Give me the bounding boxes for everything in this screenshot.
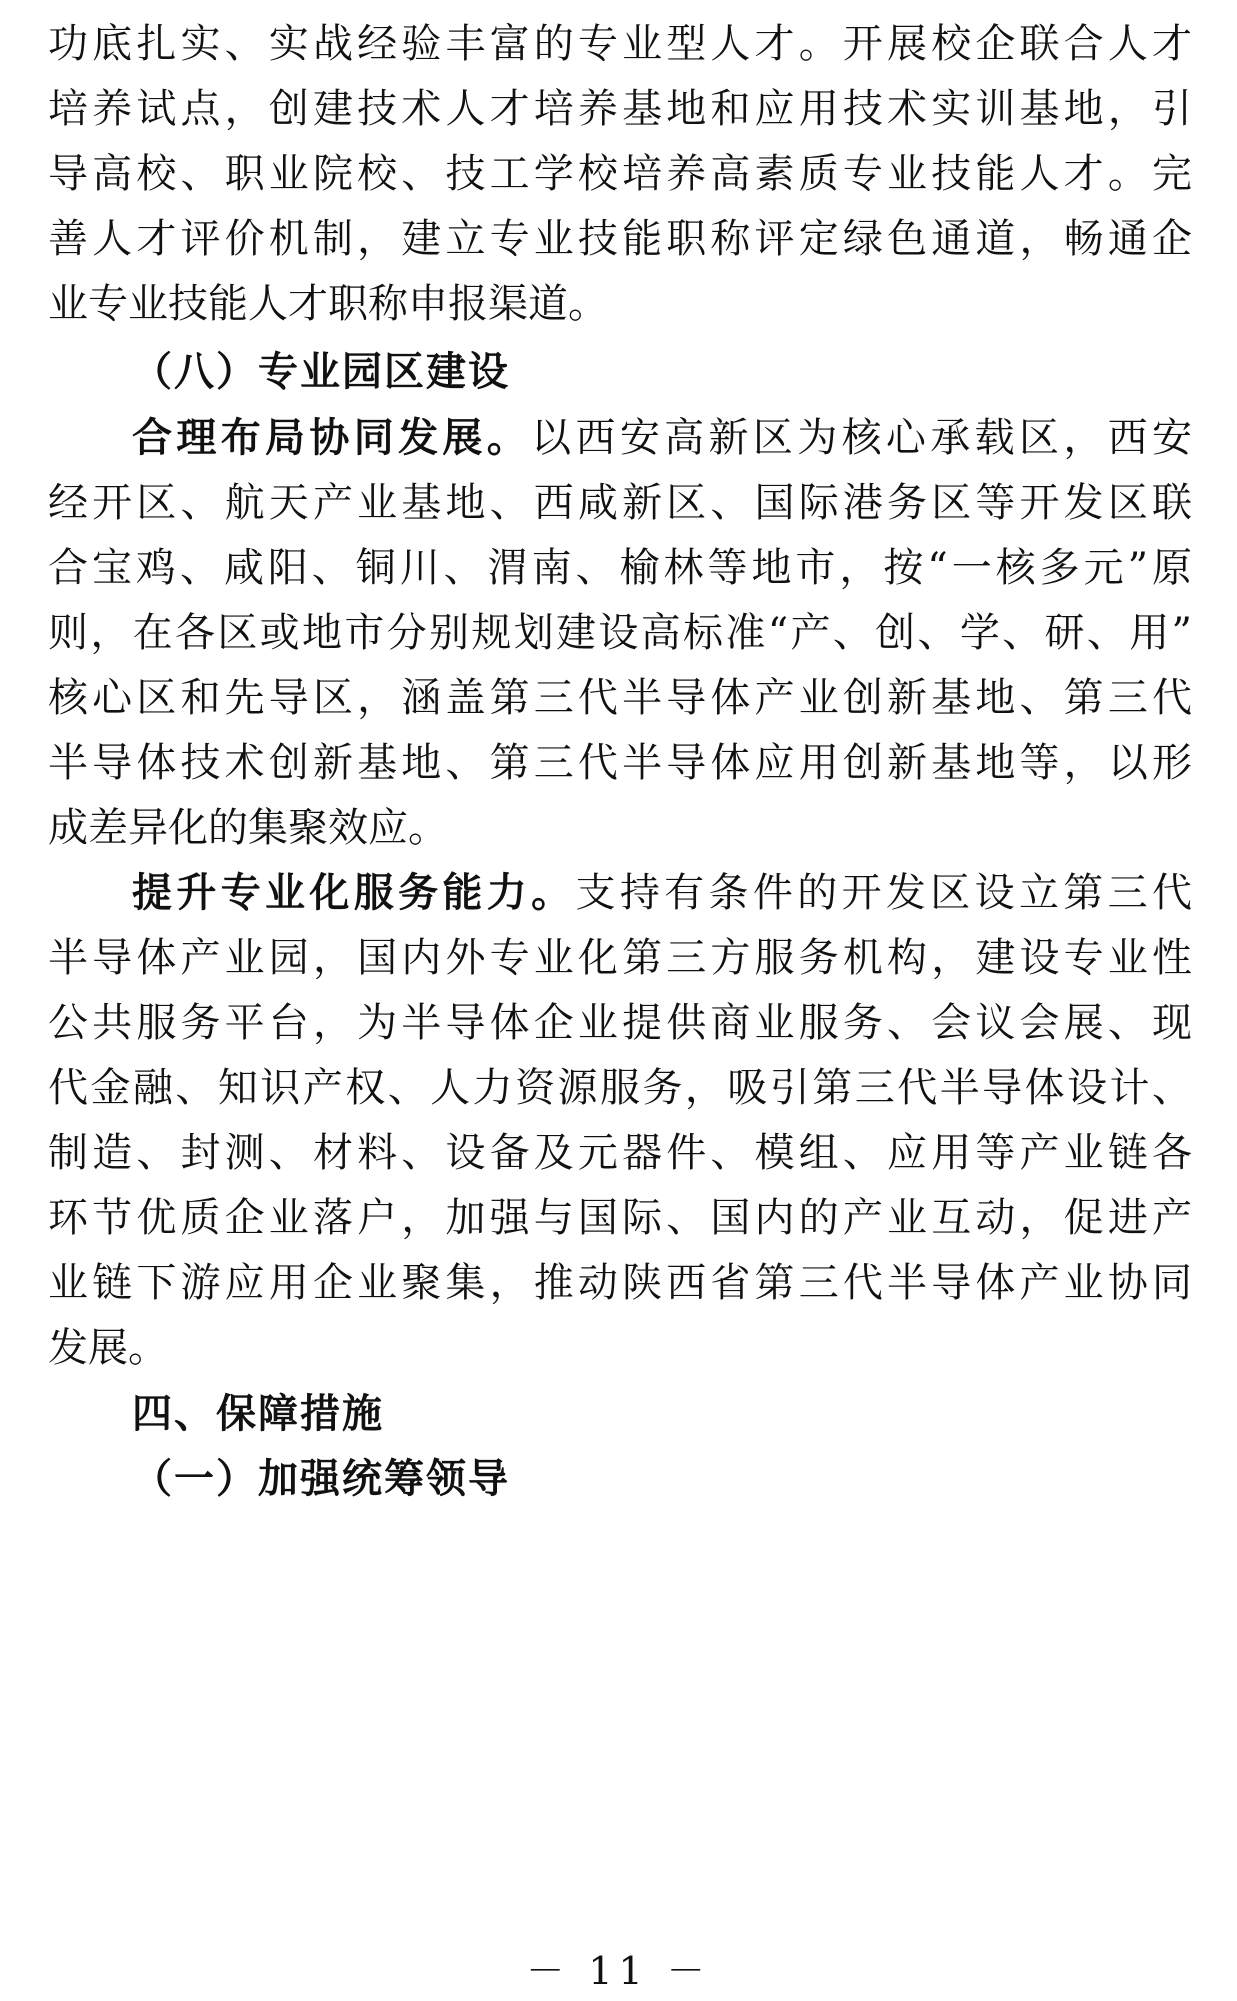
paragraph-3-line-1 xyxy=(132,867,1192,919)
section-heading-8: （八）专业园区建设 xyxy=(132,349,510,395)
paragraph-2-line-4: 则，在各区或地市分别规划建设高标准“产、创、学、研、用” xyxy=(48,610,1192,656)
paragraph-2-line-6: 半导体技术创新基地、第三代半导体应用创新基地等，以形 xyxy=(48,740,1192,786)
section-heading-4: 四、保障措施 xyxy=(132,1391,384,1437)
paragraph-3-line-7: 业链下游应用企业聚集，推动陕西省第三代半导体产业协同 xyxy=(48,1260,1192,1306)
paragraph-2-line-2: 经开区、航天产业基地、西咸新区、国际港务区等开发区联 xyxy=(48,480,1192,526)
paragraph-3-line-1-text: 支持有条件的开发区设立第三代 xyxy=(575,870,1193,916)
page-number: － 11 － xyxy=(526,1949,711,1993)
paragraph-1-line-4: 善人才评价机制，建立专业技能职称评定绿色通道，畅通企 xyxy=(48,216,1192,262)
paragraph-1-line-3: 导高校、职业院校、技工学校培养高素质专业技能人才。完 xyxy=(48,151,1192,197)
paragraph-1-line-1: 功底扎实、实战经验丰富的专业型人才。开展校企联合人才 xyxy=(48,21,1192,67)
paragraph-3-line-3: 公共服务平台，为半导体企业提供商业服务、会议会展、现 xyxy=(48,1000,1192,1046)
paragraph-2-line-1 xyxy=(132,412,1192,464)
paragraph-2-line-1-text: 以西安高新区为核心承载区，西安 xyxy=(531,415,1193,461)
paragraph-3-line-4: 代金融、知识产权、人力资源服务，吸引第三代半导体设计、 xyxy=(48,1065,1192,1111)
paragraph-3-line-2: 半导体产业园，国内外专业化第三方服务机构，建设专业性 xyxy=(48,935,1192,981)
paragraph-3-line-6: 环节优质企业落户，加强与国际、国内的产业互动，促进产 xyxy=(48,1195,1192,1241)
paragraph-1-line-2: 培养试点，创建技术人才培养基地和应用技术实训基地，引 xyxy=(48,86,1192,132)
paragraph-3-lead: 提升专业化服务能力。 xyxy=(132,870,576,916)
subsection-heading-4-1: （一）加强统筹领导 xyxy=(132,1456,510,1502)
paragraph-1-line-5: 业专业技能人才职称申报渠道。 xyxy=(48,281,608,327)
paragraph-2-line-3: 合宝鸡、咸阳、铜川、渭南、榆林等地市，按“一核多元”原 xyxy=(48,545,1192,591)
paragraph-2-line-7: 成差异化的集聚效应。 xyxy=(48,805,448,851)
paragraph-3-line-8: 发展。 xyxy=(48,1325,168,1371)
paragraph-3-line-5: 制造、封测、材料、设备及元器件、模组、应用等产业链各 xyxy=(48,1130,1192,1176)
paragraph-2-lead: 合理布局协同发展。 xyxy=(132,415,532,461)
paragraph-2-line-5: 核心区和先导区，涵盖第三代半导体产业创新基地、第三代 xyxy=(48,675,1192,721)
